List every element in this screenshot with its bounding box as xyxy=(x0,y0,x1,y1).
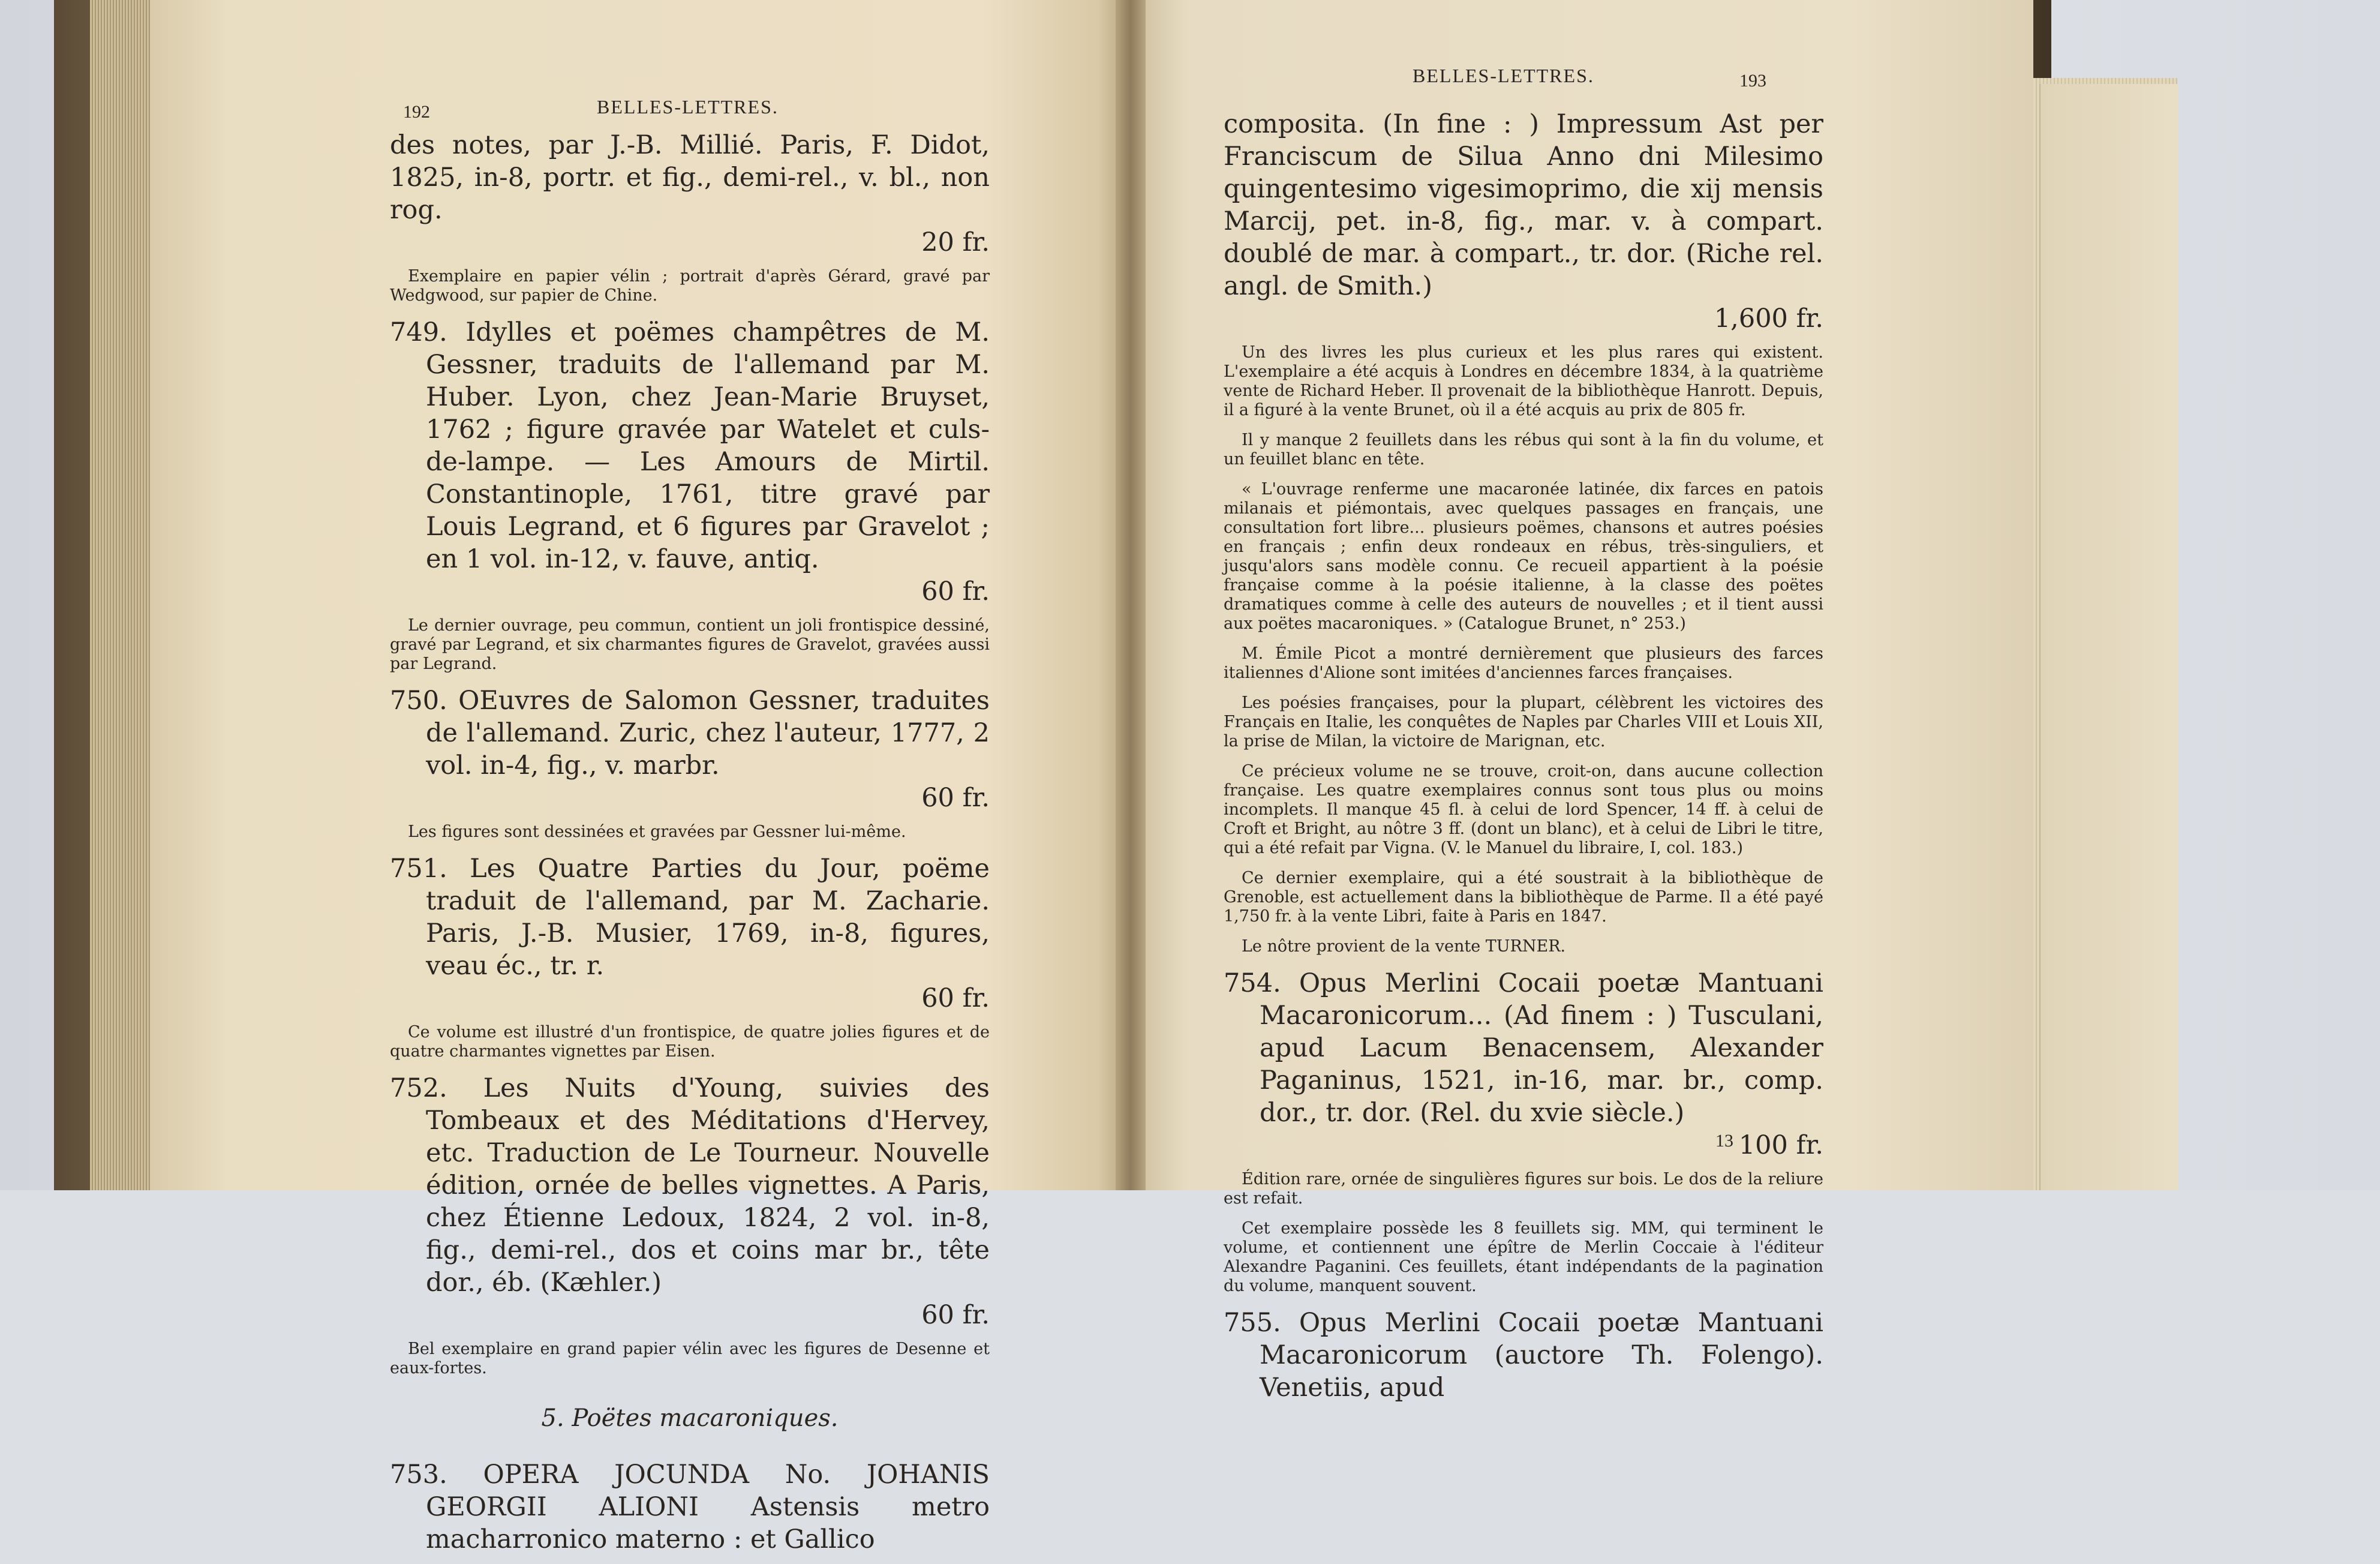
entry-price: 60 fr. xyxy=(921,983,990,1013)
entry-note: Exemplaire en papier vélin ; portrait d'après Gérard, gravé par Wedgwood, sur papier de Chine. xyxy=(390,267,990,305)
catalogue-entry-750: 750. OEuvres de Salomon Gessner, traduites de l'allemand. Zuric, chez l'auteur, 1777, 2 vol. in-4, fig., v. marbr. 60 fr. xyxy=(390,686,990,813)
catalogue-entry-753-continued: composita. (In fine : ) Impressum Ast per Franciscum de Silua Anno dni Milesimo quingentesimo vigesimoprimo, die xij mensis Marcij, pet. in-8, fig., mar. v. à compart. doublé de mar. à compart., tr. dor. (Riche rel. angl. de Smith.) 1,600 fr. xyxy=(1224,109,1823,334)
section-title: 5. Poëtes macaroniques. xyxy=(541,1404,839,1432)
entry-price: 100 fr. xyxy=(1738,1130,1823,1160)
entry-price: 60 fr. xyxy=(921,577,990,607)
left-text-column xyxy=(390,129,990,1564)
left-page-number: 192 xyxy=(403,102,430,122)
entry-note: Le dernier ouvrage, peu commun, contient un joli frontispice dessiné, gravé par Legrand, et six charmantes figures de Gravelot, gravées aussi par Legrand. xyxy=(390,616,990,673)
entry-price: 20 fr. xyxy=(921,227,990,257)
book-gutter xyxy=(1116,0,1146,1190)
loose-leaf xyxy=(2039,84,2178,1190)
left-running-header: BELLES-LETTRES. xyxy=(597,96,779,118)
right-text-column xyxy=(1224,108,1823,1412)
entry-note: Le nôtre provient de la vente TURNER. xyxy=(1242,937,1566,956)
entry-note: Cet exemplaire possède les 8 feuillets sig. MM, qui terminent le volume, et contiennent une épître de Merlin Coccaie à l'éditeur Alexandre Paganini. Ces feuillets, étant indépendants de la pagination du volume, manquent souvent. xyxy=(1224,1219,1823,1295)
catalogue-entry-753: 753. OPERA JOCUNDA No. JOHANIS GEORGII ALIONI Astensis metro macharronico materno : et Gallico xyxy=(390,1460,990,1554)
entry-price: 1,600 fr. xyxy=(1714,304,1823,334)
entry-note: Édition rare, ornée de singulières figures sur bois. Le dos de la reliure est refait. xyxy=(1224,1170,1823,1208)
catalogue-entry-752: 752. Les Nuits d'Young, suivies des Tombeaux et des Méditations d'Hervey, etc. Traduction de Le Tourneur. Nouvelle édition, ornée de belles vignettes. A Paris, chez Étienne Ledoux, 1824, 2 vol. in-8, fig., demi-rel., dos et coins mar br., tête dor., éb. (Kæhler.) 60 fr. xyxy=(390,1073,990,1330)
entry-note: M. Émile Picot a montré dernièrement que plusieurs des farces italiennes d'Alione sont imitées d'anciennes farces françaises. xyxy=(1224,644,1823,682)
catalogue-entry-751: 751. Les Quatre Parties du Jour, poëme traduit de l'allemand, par M. Zacharie. Paris, J.-B. Musier, 1769, in-8, figures, veau éc., tr. r. 60 fr. xyxy=(390,854,990,1013)
entry-note: Bel exemplaire en grand papier vélin avec les figures de Desenne et eaux-fortes. xyxy=(390,1340,990,1377)
entry-note: Les figures sont dessinées et gravées par Gessner lui-même. xyxy=(408,822,906,841)
right-page-number: 193 xyxy=(1739,71,1766,91)
signature-mark: 13 xyxy=(1715,1131,1733,1151)
catalogue-entry-749: 749. Idylles et poëmes champêtres de M. Gessner, traduits de l'allemand par M. Huber. Lyon, chez Jean-Marie Bruyset, 1762 ; figure gravée par Watelet et culs-de-lampe. — Les Amours de Mirtil. Constantinople, 1761, titre gravé par Louis Legrand, et 6 figures par Gravelot ; en 1 vol. in-12, v. fauve, antiq. 60 fr. xyxy=(390,317,990,607)
catalogue-entry-754: 754. Opus Merlini Cocaii poetæ Mantuani Macaronicorum... (Ad finem : ) Tusculani, apud Lacum Benacensem, Alexander Paganinus, 1521, in-16, mar. br., comp. dor., tr. dor. (Rel. du xvie siècle.) 100 fr. xyxy=(1224,968,1823,1160)
entry-note: Ce dernier exemplaire, qui a été soustrait à la bibliothèque de Grenoble, est actuellement dans la bibliothèque de Parme. Il a été payé 1,750 fr. à la vente Libri, faite à Paris en 1847. xyxy=(1224,869,1823,926)
entry-note: Ce volume est illustré d'un frontispice, de quatre jolies figures et de quatre charmantes vignettes par Eisen. xyxy=(390,1023,990,1061)
entry-note: Ce précieux volume ne se trouve, croit-on, dans aucune collection française. Les quatre exemplaires connus sont tous plus ou moins incomplets. Il manque 45 fl. à celui de lord Spencer, 14 ff. à celui de Croft et Bright, au nôtre 3 ff. (dont un blanc), et à celui de Libri le titre, qui a été refait par Vigna. (V. le Manuel du libraire, I, col. 183.) xyxy=(1224,762,1823,857)
entry-price: 60 fr. xyxy=(921,1300,990,1330)
entry-note: Un des livres les plus curieux et les plus rares qui existent. L'exemplaire a été acquis à Londres en décembre 1834, à la quatrième vente de Richard Heber. Il provenait de la bibliothèque Hanrott. Depuis, il a figuré à la vente Brunet, où il a été acquis au prix de 805 fr. xyxy=(1224,343,1823,419)
catalogue-entry-755: 755. Opus Merlini Cocaii poetæ Mantuani Macaronicorum (auctore Th. Folengo). Venetiis, apud xyxy=(1224,1308,1823,1403)
entry-note: Les poésies françaises, pour la plupart, célèbrent les victoires des Français en Italie, les conquêtes de Naples par Charles VIII et Louis XII, la prise de Milan, la victoire de Marignan, etc. xyxy=(1224,694,1823,751)
entry-note: « L'ouvrage renferme une macaronée latinée, dix farces en patois milanais et piémontais, avec quelques passages en français, une consultation fort libre... plusieurs poëmes, chansons et autres poésies en français ; enfin deux rondeaux en rébus, très-singuliers, et jusqu'alors sans modèle connu. Ce recueil appartient à la poésie française comme à la poésie italienne, à la classe des poëtes dramatiques comme à celle des auteurs de nouvelles ; et il tient aussi aux poëtes macaroniques. » (Catalogue Brunet, n° 253.) xyxy=(1224,480,1823,633)
right-running-header: BELLES-LETTRES. xyxy=(1413,65,1594,86)
entry-price: 60 fr. xyxy=(921,783,990,813)
catalogue-entry: des notes, par J.-B. Millié. Paris, F. Didot, 1825, in-8, portr. et fig., demi-rel., v. bl., non rog. 20 fr. xyxy=(390,130,990,257)
entry-note: Il y manque 2 feuillets dans les rébus qui sont à la fin du volume, et un feuillet blanc en tête. xyxy=(1224,431,1823,469)
